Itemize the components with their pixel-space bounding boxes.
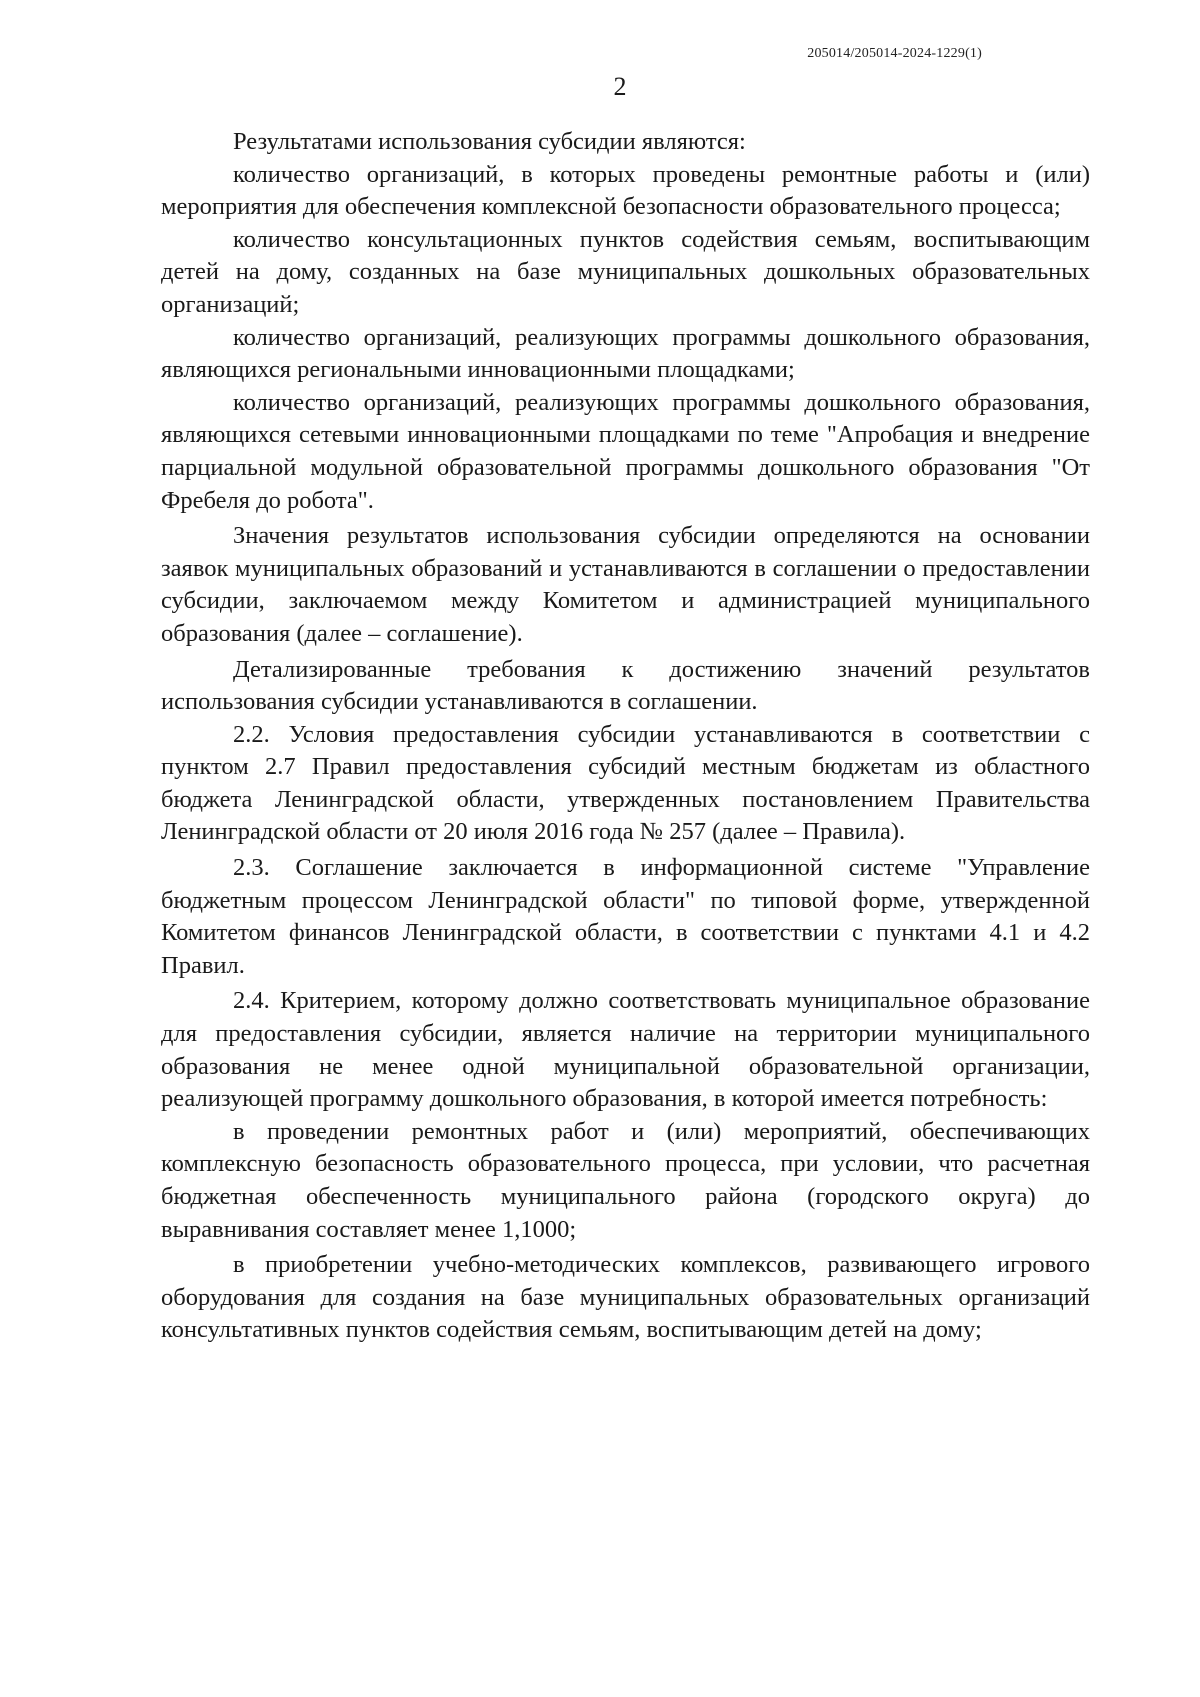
paragraph-section-2-2: 2.2. Условия предоставления субсидии устанавливаются в соответствии с пунктом 2.7 Правил предоставления субсидий местным бюджетам из областного бюджета Ленинградской области, утвержденных постановлением Правительства Ленинградской области от 20 июля 2016 года № 257 (далее – Правила). <box>161 720 1090 846</box>
paragraph-need-equipment: в приобретении учебно-методических комплексов, развивающего игрового оборудования для создания на базе муниципальных образовательных организаций консультативных пунктов содействия семьям, воспитывающим детей на дому; <box>161 1251 1090 1344</box>
document-id: 205014/205014-2024-1229(1) <box>807 46 982 61</box>
paragraph-results-intro: Результатами использования субсидии являются: <box>233 128 746 155</box>
paragraph-section-2-4: 2.4. Критерием, которому должно соответствовать муниципальное образование для предоставления субсидии, является наличие на территории муниципального образования не менее одной муниципальной образовательной организации, реализующей программу дошкольного образования, в которой имеется потребность: <box>161 987 1090 1113</box>
document-body <box>161 126 1090 1347</box>
paragraph-section-2-3: 2.3. Соглашение заключается в информационной системе "Управление бюджетным процессом Ленинградской области" по типовой форме, утвержденной Комитетом финансов Ленинградской области, в соответствии с пунктами 4.1 и 4.2 Правил. <box>161 854 1090 979</box>
paragraph-result-repair: количество организаций, в которых проведены ремонтные работы и (или) мероприятия для обеспечения комплексной безопасности образовательного процесса; <box>161 160 1090 221</box>
paragraph-result-consult-points: количество консультационных пунктов содействия семьям, воспитывающим детей на дому, созданных на базе муниципальных дошкольных образовательных организаций; <box>161 225 1090 318</box>
paragraph-result-network-sites: количество организаций, реализующих программы дошкольного образования, являющихся сетевыми инновационными площадками по теме "Апробация и внедрение парциальной модульной образовательной программы дошкольного образования "От Фребеля до робота". <box>161 388 1090 514</box>
paragraph-result-values: Значения результатов использования субсидии определяются на основании заявок муниципальных образований и устанавливаются в соглашении о предоставлении субсидии, заключаемом между Комитетом и администрацией муниципального образования (далее – соглашение). <box>161 522 1090 647</box>
paragraph-need-repair: в проведении ремонтных работ и (или) мероприятий, обеспечивающих комплексную безопасность образовательного процесса, при условии, что расчетная бюджетная обеспеченность муниципального района (городского округа) до выравнивания составляет менее 1,1000; <box>161 1117 1090 1243</box>
page-number: 2 <box>613 72 627 101</box>
paragraph-result-regional-sites: количество организаций, реализующих программы дошкольного образования, являющихся региональными инновационными площадками; <box>161 323 1090 384</box>
paragraph-detailed-requirements: Детализированные требования к достижению значений результатов использования субсидии устанавливаются в соглашении. <box>161 655 1090 716</box>
